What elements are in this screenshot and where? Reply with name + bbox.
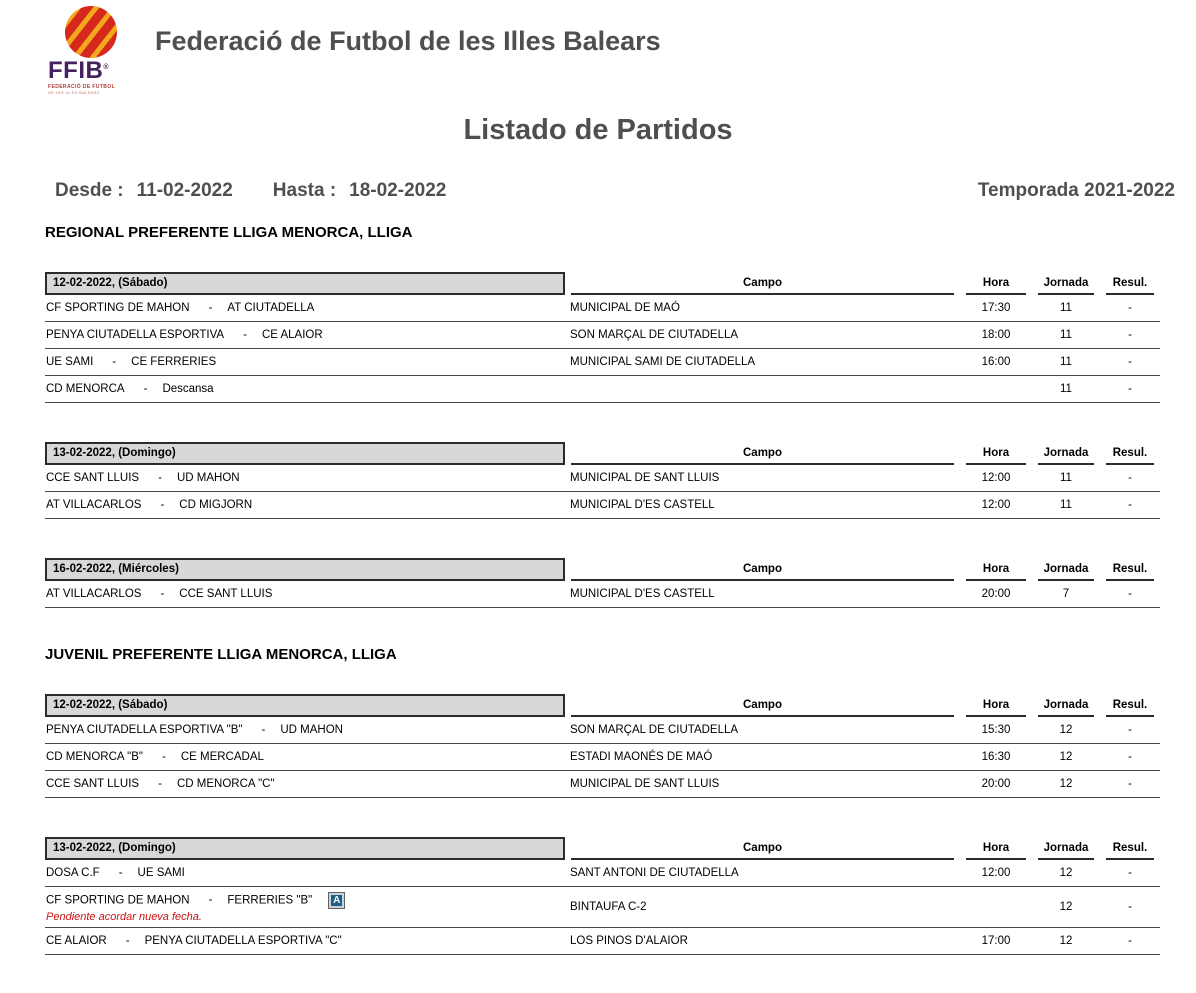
ffib-ball-icon (65, 6, 117, 58)
hora-cell: 12:00 (981, 499, 1011, 511)
campo-cell: MUNICIPAL DE SANT LLUIS (570, 778, 720, 790)
logo-subtext-1: FEDERACIÓ DE FUTBOL (48, 84, 116, 91)
away-team: UD MAHON (176, 472, 240, 484)
home-team: AT VILLACARLOS (46, 588, 142, 600)
match-cell (45, 749, 565, 765)
column-campo: Campo (571, 563, 954, 581)
resul-cell: - (1128, 588, 1132, 600)
campo-cell: MUNICIPAL D'ES CASTELL (570, 588, 715, 600)
ffib-brand (48, 58, 148, 83)
match-cell (45, 722, 565, 738)
home-team: CF SPORTING DE MAHON (46, 302, 190, 314)
home-team: CF SPORTING DE MAHON (46, 894, 190, 907)
away-team: Descansa (162, 383, 214, 395)
section-title: JUVENIL PREFERENTE LLIGA MENORCA, LLIGA (45, 646, 397, 663)
campo-cell: SON MARÇAL DE CIUTADELLA (570, 724, 739, 736)
home-team: CD MENORCA (46, 383, 125, 395)
column-resul: Resul. (1106, 447, 1154, 465)
match-table (45, 693, 1160, 798)
vs-separator: - (161, 751, 166, 763)
hora-cell: 15:30 (981, 724, 1011, 736)
resul-cell: - (1128, 778, 1132, 790)
vs-separator: - (160, 499, 165, 511)
resul-cell: - (1128, 901, 1132, 913)
column-hora: Hora (966, 563, 1026, 581)
column-jornada: Jornada (1038, 447, 1094, 465)
jornada-cell: 11 (1060, 329, 1072, 341)
match-cell (45, 890, 565, 925)
home-team: PENYA CIUTADELLA ESPORTIVA "B" (46, 724, 243, 736)
match-cell (45, 354, 565, 370)
hora-cell: 18:00 (981, 329, 1011, 341)
home-team: CE ALAIOR (46, 935, 107, 947)
hora-cell: 12:00 (981, 472, 1011, 484)
date-header: 16-02-2022, (Miércoles) (45, 558, 565, 581)
column-resul: Resul. (1106, 563, 1154, 581)
jornada-cell: 12 (1059, 867, 1073, 879)
campo-cell: SANT ANTONI DE CIUTADELLA (570, 867, 739, 879)
date-header: 12-02-2022, (Sábado) (45, 694, 565, 717)
match-cell (45, 470, 565, 486)
campo-cell: SON MARÇAL DE CIUTADELLA (570, 329, 739, 341)
home-team: CCE SANT LLUIS (46, 778, 140, 790)
match-cell (45, 300, 565, 316)
column-jornada: Jornada (1038, 842, 1094, 860)
match-cell (45, 586, 565, 602)
jornada-cell: 11 (1060, 472, 1072, 484)
vs-separator: - (125, 935, 130, 947)
hora-cell: 16:30 (981, 751, 1011, 763)
match-table (45, 271, 1160, 403)
column-jornada: Jornada (1038, 277, 1094, 295)
campo-cell: MUNICIPAL D'ES CASTELL (570, 499, 715, 511)
table-row-postponed (45, 887, 1160, 928)
table-header (45, 693, 1160, 717)
logo-subtext-2: DE LES ILLES BALEARS (48, 90, 100, 96)
hora-cell: 17:30 (981, 302, 1011, 314)
match-table (45, 441, 1160, 519)
home-team: PENYA CIUTADELLA ESPORTIVA (46, 329, 225, 341)
home-team: CD MENORCA "B" (46, 751, 143, 763)
jornada-cell: 7 (1062, 588, 1070, 600)
resul-cell: - (1128, 499, 1132, 511)
resul-cell: - (1128, 302, 1132, 314)
table-row (45, 349, 1160, 376)
table-header (45, 271, 1160, 295)
table-header (45, 557, 1160, 581)
home-team: DOSA C.F (46, 867, 100, 879)
column-campo: Campo (571, 842, 954, 860)
page-title: Listado de Partidos (463, 114, 733, 146)
jornada-cell: 12 (1059, 901, 1073, 913)
date-header: 13-02-2022, (Domingo) (45, 442, 565, 465)
table-header (45, 836, 1160, 860)
resul-cell: - (1128, 867, 1132, 879)
column-resul: Resul. (1106, 277, 1154, 295)
jornada-cell: 12 (1059, 751, 1073, 763)
column-hora: Hora (966, 447, 1026, 465)
campo-cell: LOS PINOS D'ALAIOR (570, 935, 688, 947)
table-row (45, 322, 1160, 349)
match-cell (45, 933, 565, 949)
date-header: 13-02-2022, (Domingo) (45, 837, 565, 860)
date-range-bar (55, 180, 1175, 202)
campo-cell: MUNICIPAL DE MAÓ (570, 302, 680, 314)
away-team: CE ALAIOR (261, 329, 323, 341)
ffib-logo (48, 6, 148, 95)
hora-cell: 20:00 (981, 588, 1011, 600)
column-campo: Campo (571, 447, 954, 465)
match-cell (45, 776, 565, 792)
home-team: UE SAMI (46, 356, 94, 368)
match-line (46, 892, 557, 909)
jornada-cell: 11 (1060, 499, 1072, 511)
vs-separator: - (160, 588, 165, 600)
vs-separator: - (208, 302, 213, 314)
vs-separator: - (243, 329, 247, 341)
match-table (45, 836, 1160, 955)
vs-separator: - (261, 724, 266, 736)
hora-cell: 12:00 (981, 867, 1011, 879)
resul-cell: - (1128, 472, 1132, 484)
jornada-cell: 12 (1059, 778, 1073, 790)
column-hora: Hora (966, 277, 1026, 295)
column-campo: Campo (571, 699, 954, 717)
resul-cell: - (1128, 935, 1132, 947)
temporada-label: Temporada 2021-2022 (977, 180, 1175, 201)
match-cell (45, 381, 565, 397)
jornada-cell: 12 (1059, 935, 1073, 947)
table-row (45, 376, 1160, 403)
vs-separator: - (112, 356, 117, 368)
match-listing (45, 224, 1160, 993)
resul-cell: - (1128, 751, 1132, 763)
table-row (45, 717, 1160, 744)
resul-cell: - (1128, 329, 1132, 341)
away-team: UD MAHON (280, 724, 343, 736)
home-team: AT VILLACARLOS (46, 499, 142, 511)
vs-separator: - (208, 894, 213, 907)
vs-separator: - (118, 867, 123, 879)
hora-cell: 16:00 (981, 356, 1011, 368)
table-header (45, 441, 1160, 465)
match-cell (45, 497, 565, 513)
away-team: CCE SANT LLUIS (179, 588, 273, 600)
hora-cell: 20:00 (981, 778, 1011, 790)
away-team: CD MENORCA "C" (176, 778, 275, 790)
away-team: AT CIUTADELLA (227, 302, 315, 314)
vs-separator: - (158, 472, 162, 484)
date-header: 12-02-2022, (Sábado) (45, 272, 565, 295)
match-cell (45, 865, 565, 881)
table-row (45, 295, 1160, 322)
away-team: UE SAMI (137, 867, 185, 879)
campo-cell: MUNICIPAL SAMI DE CIUTADELLA (570, 356, 756, 368)
away-team: CD MIGJORN (179, 499, 253, 511)
section-title: REGIONAL PREFERENTE LLIGA MENORCA, LLIGA (45, 224, 413, 241)
column-resul: Resul. (1106, 842, 1154, 860)
match-cell (45, 327, 565, 343)
hasta-value: 18-02-2022 (349, 180, 447, 201)
registered-mark: ® (103, 64, 109, 71)
vs-separator: - (158, 778, 162, 790)
table-row (45, 581, 1160, 608)
postponed-icon[interactable]: A (328, 892, 345, 909)
ffib-brand-text: FFIB (48, 57, 104, 84)
column-hora: Hora (966, 699, 1026, 717)
home-team: CCE SANT LLUIS (46, 472, 140, 484)
table-row (45, 465, 1160, 492)
section-juvenil-preferente (45, 646, 1160, 955)
desde-label: Desde : (55, 180, 124, 201)
campo-cell: ESTADI MAONÉS DE MAÓ (570, 751, 713, 763)
jornada-cell: 11 (1060, 356, 1072, 368)
jornada-cell: 12 (1059, 724, 1073, 736)
column-campo: Campo (571, 277, 954, 295)
away-team: CE FERRERIES (131, 356, 217, 368)
campo-cell: MUNICIPAL DE SANT LLUIS (570, 472, 720, 484)
away-team: CE MERCADAL (180, 751, 264, 763)
column-jornada: Jornada (1038, 563, 1094, 581)
table-row (45, 928, 1160, 955)
table-row (45, 860, 1160, 887)
section-regional-preferente (45, 224, 1160, 608)
postponed-note: Pendiente acordar nueva fecha. (46, 910, 202, 923)
resul-cell: - (1128, 356, 1132, 368)
resul-cell: - (1128, 383, 1132, 395)
table-row (45, 744, 1160, 771)
desde-value: 11-02-2022 (136, 180, 233, 201)
table-row (45, 492, 1160, 519)
away-team: FERRERIES "B" (227, 894, 313, 907)
resul-cell: - (1128, 724, 1132, 736)
column-hora: Hora (966, 842, 1026, 860)
org-title: Federació de Futbol de les Illes Balears (155, 26, 661, 56)
column-jornada: Jornada (1038, 699, 1094, 717)
campo-cell: BINTAUFA C-2 (570, 901, 647, 913)
jornada-cell: 11 (1060, 302, 1072, 314)
jornada-cell: 11 (1060, 383, 1072, 395)
column-resul: Resul. (1106, 699, 1154, 717)
vs-separator: - (143, 383, 148, 395)
table-row (45, 771, 1160, 798)
hora-cell: 17:00 (981, 935, 1011, 947)
match-table (45, 557, 1160, 608)
away-team: PENYA CIUTADELLA ESPORTIVA "C" (144, 935, 342, 947)
hasta-label: Hasta : (272, 180, 337, 201)
